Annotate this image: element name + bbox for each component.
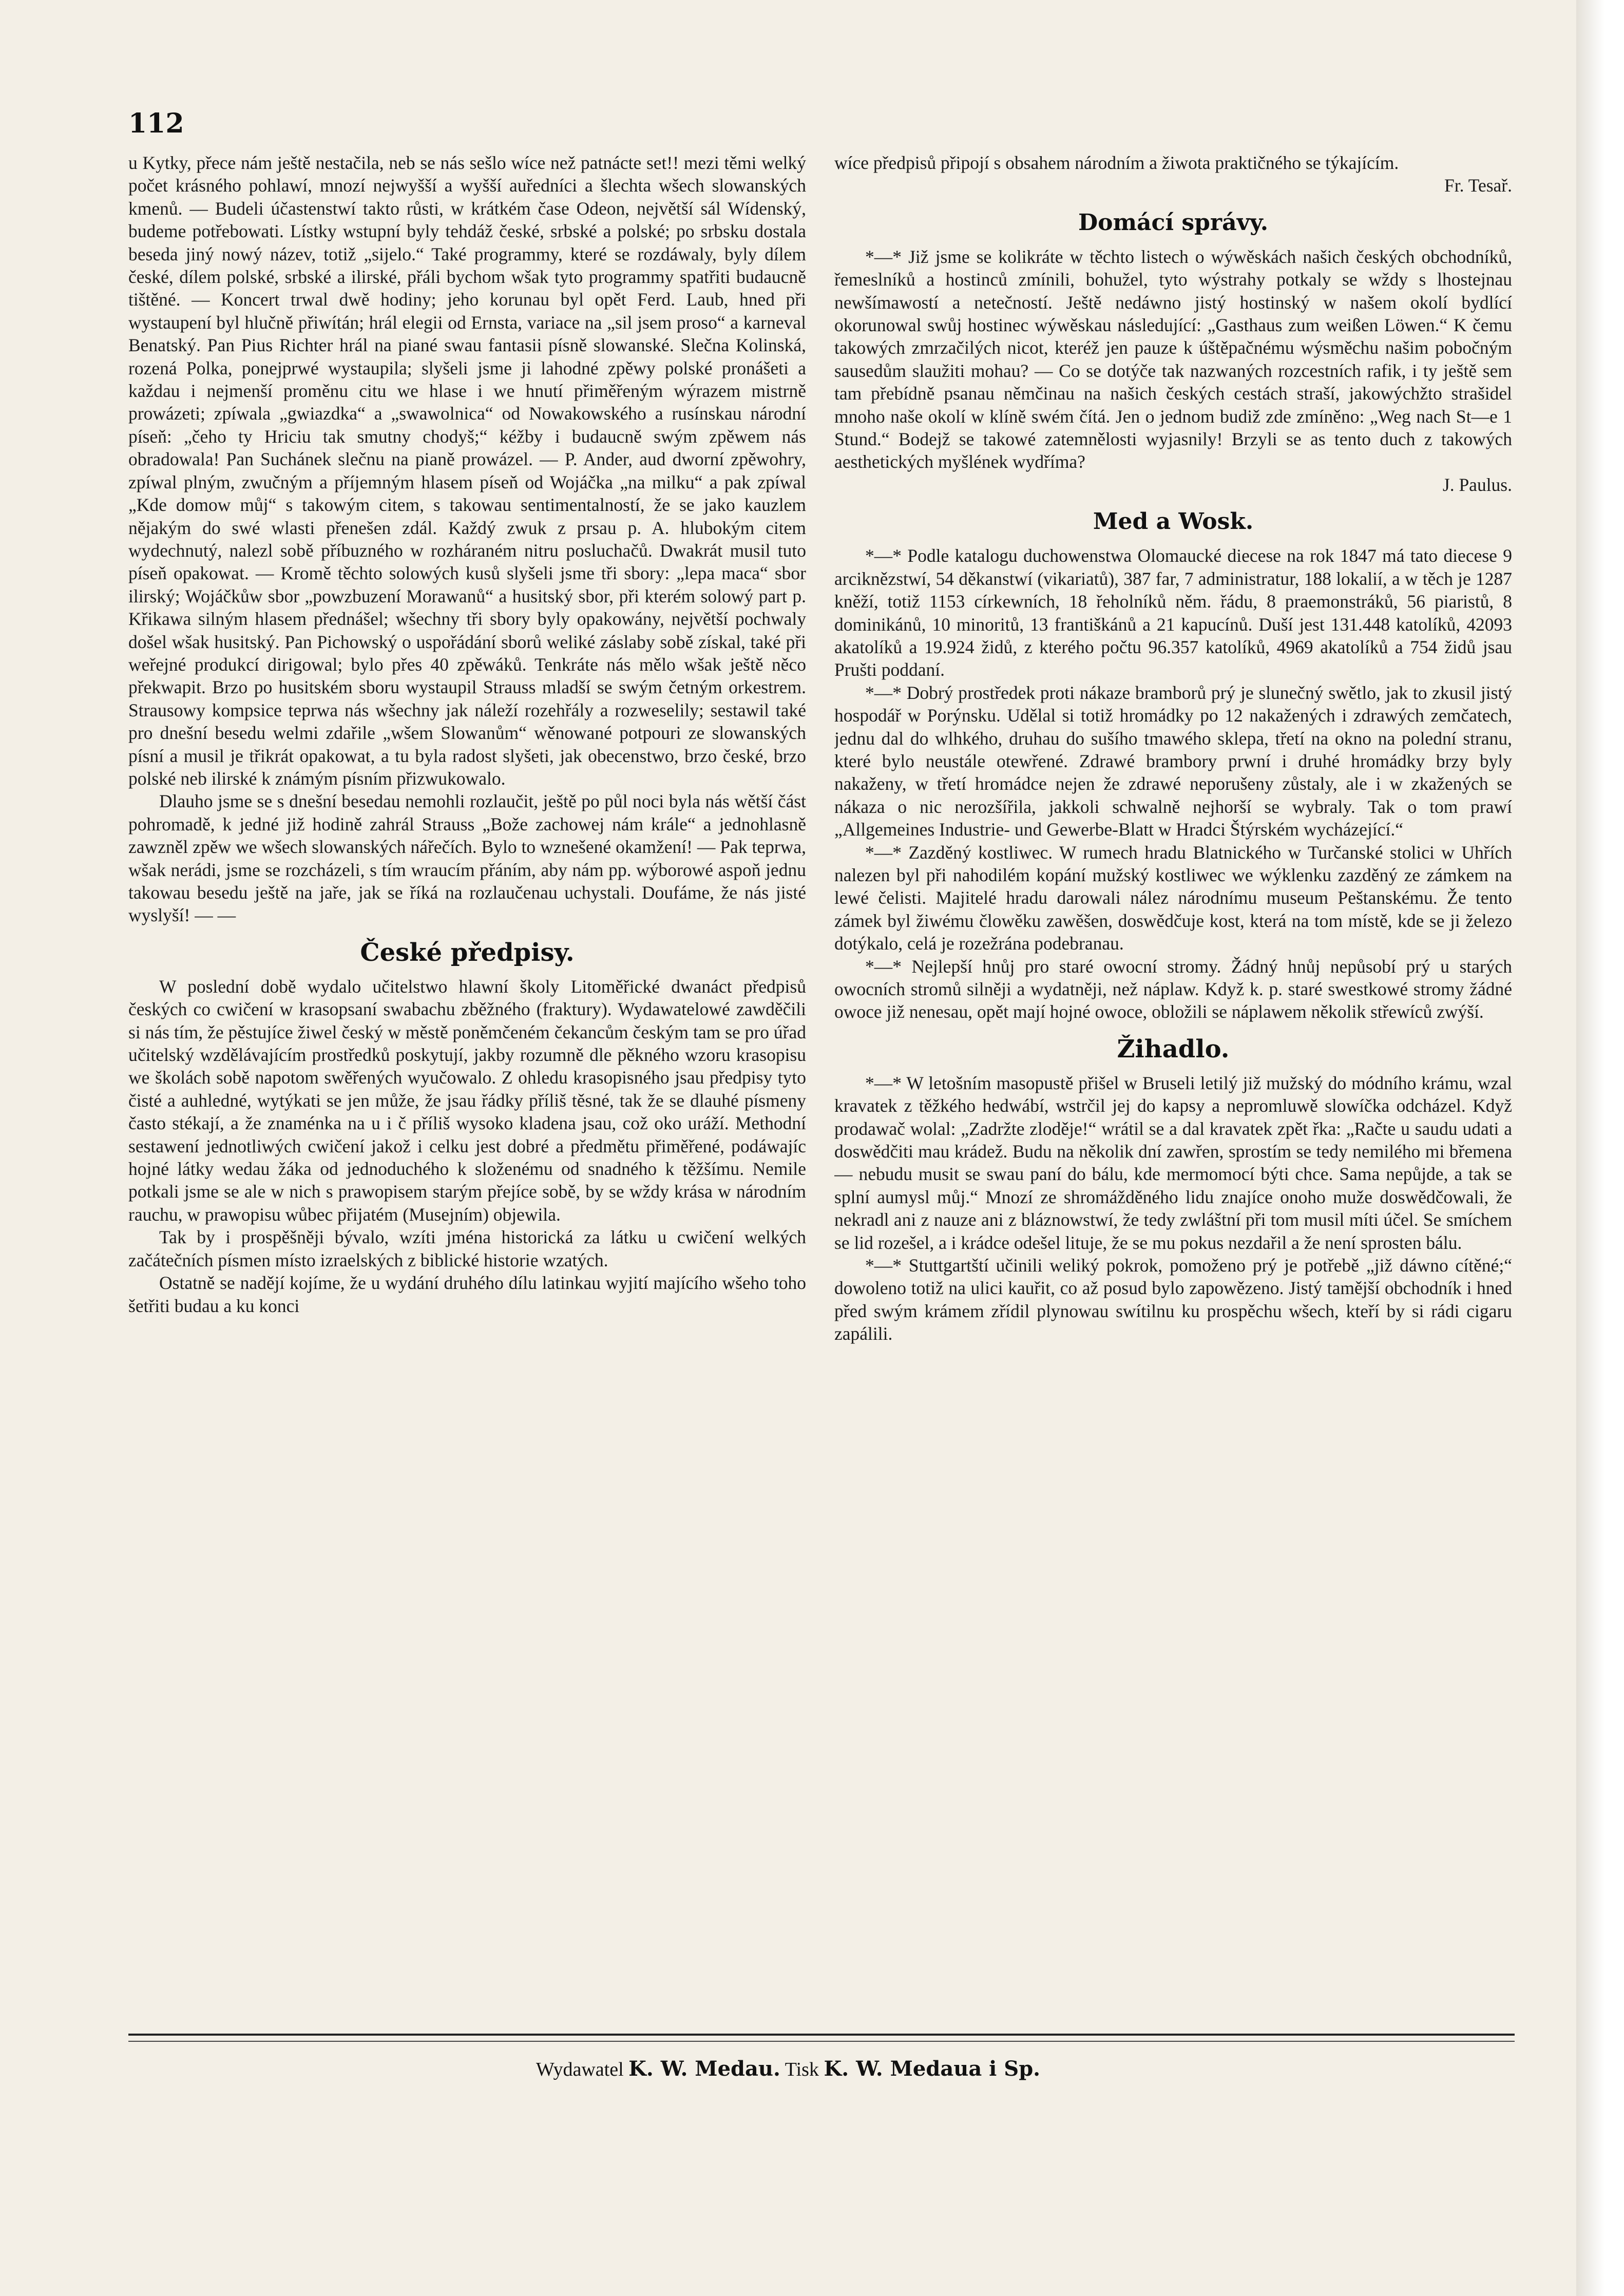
article-paragraph: *—* Stuttgartští učinili weliký pokrok, pomoženo prý je potřebě „již dáwno cítěné;“ dowoleno totiž na ulici kauřit, co až posud bylo zapowězeno. Jistý tamější obchodník i hned před swým krámem zřídil plynowau swítilnu ku prospěchu wšech, kteří by si rádi cigaru zapálili. (834, 1255, 1512, 1344)
right-column (834, 151, 1512, 1969)
article-paragraph: *—* Již jsme se kolikráte w těchto listech o wýwěskách našich českých obchodníků, řemeslníků a hostinců zmínili, bohužel, tyto wýstrahy potkaly se wždy s lhostejnau newšímawostí a netečností. Ještě nedáwno jistý hostinský w našem okolí bydlící okorunowal swůj hostinec wýwěskau následující: „Gasthaus zum weißen Löwen.“ K čemu takowých zmrzačilých nicot, kteréž jen pauze k úštěpačnému wýsměchu našim pobočným sausedům slaužiti mohau? — Co se dotýče tak nazwaných rozcestních rafik, i ty ještě sem tam přebídně psanau němčinau na našich českých cestách straší, jakowýchžto strašidel mnoho naše okolí w klíně swém čítá. Jen o jednom budiž zde zmíněno: „Weg nach St—e 1 Stund.“ Bodejž se takowé zatemnělosti wyjasnily! Brzyli se as tento duch z takowých aesthetických myšlének wydříma? (834, 246, 1512, 472)
section-title-med-a-wosk: Med a Wosk. (1093, 508, 1254, 535)
imprint-footer (0, 2057, 1576, 2081)
left-column (128, 151, 806, 1969)
section-title-zihadlo: Žihadlo. (1117, 1034, 1230, 1064)
printer-name: K. W. Medaua i Sp. (824, 2057, 1041, 2081)
signature-line (834, 473, 1512, 496)
article-paragraph: W poslední době wydalo učitelstwo hlawní školy Litoměřické dwanáct předpisů českých co cwičení w krasopsaní swabachu zběžného (fraktury). Wydawatelowé zawděčili si nás tím, že pěstujíce žiwel český w městě poněmčeném čekancům českým tam se pro úřad učitelský wzdělávajícím prostředků poskytují, jakby rozumně dle pěkného wzoru krasopisu we školách sobě napotom swěřených wyučowalo. Z ohledu krasopisného jsau předpisy tyto čisté a auhledné, wytýkati se jen může, že jsau řádky příliš těsné, tak že se dlauhé písmeny často stékají, a že znaménka na u i č příliš wysoko kladena jsau, což oko uráží. Methodní sestawení jednotliwých cwičení jakož i celku jest dobré a předmětu přiměřené, podáwajíc hojné látky wedau žáka od jednoduchého k složenému od snadného k těžšímu. Nemile potkali jsme se ale w nich s prawopisem starým přejíce sobě, by se wždy krása w národním rauchu, w prawopisu wůbec přijatém (Musejním) objewila. (128, 976, 806, 1225)
author-signature: J. Paulus. (1442, 474, 1512, 495)
article-paragraph: *—* Dobrý prostředek proti nákaze bramborů prý je slunečný swětlo, jak to zkusil jistý hospodář w Porýnsku. Udělal si totiž hromádky po 12 nakažených i zdrawých zemčatech, jednu dal do wlhkého, druhau do sušího tmawého sklepa, třetí na okno na polední stranu, které bylo neustále otewřené. Zdrawé brambory prwní i druhé hromádky brzy byly nakaženy, w třetí hromádce nejen že zdrawé neporušeny zůstaly, ale i w zkažených se nákaza o nic nerozšířila, jakkoli schwalně nejhorší se wybraly. Tak o tom prawí „Allgemeines Industrie- und Gewerbe-Blatt w Hradci Štýrském wycházející.“ (834, 682, 1512, 840)
page-number: 112 (128, 108, 184, 139)
article-paragraph: *—* Zazděný kostliwec. W rumech hradu Blatnického w Turčanské stolici w Uhřích nalezen byl při nahodilém kopání mužský kostliwec we wýklenku zazděný ze zámkem na lewé čelisti. Majitelé hradu darowali nález národnímu museum Peštanskému. Že tento zámek byl žiwému člowěku zawěšen, doswědčuje kost, která na tom místě, kde se ji železo dotýkalo, celá je rozežrána podebranau. (834, 842, 1512, 954)
article-paragraph: *—* Podle katalogu duchowenstwa Olomaucké diecese na rok 1847 má tato diecese 9 arciknězstwí, 54 děkanstwí (vikariatů), 387 far, 7 administratur, 188 lokalií, a w těch je 1287 kněží, totiž 1153 církewních, 18 řeholníků něm. řádu, 8 praemonstráků, 56 piaristů, 8 dominikánů, 10 minoritů, 13 františkánů a 21 kapucínů. Duší jest 131.448 katolíků, 42093 akatolíků a 19.924 židů, z kterého počtu 96.357 katolíků, 4969 akatolíků a 754 židů jsau Prušti poddaní. (834, 545, 1512, 680)
signature-line (834, 174, 1512, 197)
publisher-prefix: Wydawatel (536, 2059, 624, 2080)
page-edge (1576, 0, 1624, 2296)
footer-rule (128, 2034, 1515, 2042)
article-paragraph: Dlauho jsme se s dnešní besedau nemohli rozlaučit, ještě po půl noci byla nás wětší část pohromadě, k jedné již hodině zahrál Strauss „Bože zachowej nám krále“ a jednohlasně zawzněl zpěw we wšech slowanských nářečích. Bylo to wznešené okamžení! — Pak teprwa, wšak nerádi, jsme se rozcházeli, s tím wraucím přáním, aby nám pp. wýborowé aspoň jednu takowau besedu ještě na jaře, jak se říká na rozlaučenau uchystali. Doufáme, že nás jisté wyslyší! — — (128, 791, 806, 926)
publisher-name: K. W. Medau. (628, 2057, 780, 2081)
article-paragraph: *—* W letošním masopustě přišel w Bruseli letilý již mužský do módního krámu, wzal kravatek z těžkého hedwábí, wstrčil jej do kapsy a nepromluwě slowíčka odcházel. Když prodawač wolal: „Zadržte zloděje!“ wrátil se a dal kravatek zpět řka: „Račte u saudu udati a doswědčiti mau krádež. Budu na několik dní zawřen, sprostím se tedy nemilého mi břemena — nebudu musit se swau paní do bálu, kde mermomocí býti chce. Sama nepůjde, a tak se splní aumysl můj.“ Mnozí ze shromážděného lidu znajíce onoho muže doswědčowali, že nekradl ani z nauze ani z bláznowstwí, že tedy zwláštní při tom musil míti účel. Se smíchem se lid rozešel, a i krádce odešel lituje, že se mu pokus nezdařil a že není sprosten bálu. (834, 1072, 1512, 1253)
article-paragraph: Ostatně se nadějí kojíme, že u wydání druhého dílu latinkau wyjití majícího wšeho toho šetřiti budau a ku konci (128, 1273, 806, 1316)
article-paragraph: Tak by i prospěšněji bývalo, wzíti jména historická za látku u cwičení welkých začátečních písmen místo izraelských z biblické historie wzatých. (128, 1227, 806, 1270)
printer-prefix: Tisk (785, 2059, 819, 2080)
section-title-domaci-spravy: Domácí správy. (1078, 209, 1269, 236)
article-paragraph: wíce předpisů připojí s obsahem národním a žiwota praktičného se týkajícím. (834, 153, 1399, 173)
article-paragraph: *—* Nejlepší hnůj pro staré owocní stromy. Žádný hnůj nepůsobí prý u starých owocních stromů silněji a wydatněji, než náplaw. Když k. p. staré swestkowé stromy žádné owoce již nenesau, opět mají hojné owoce, obložili se náplawem několik střewíců zwýší. (834, 956, 1512, 1022)
author-signature: Fr. Tesař. (1444, 175, 1512, 196)
article-paragraph: u Kytky, přece nám ještě nestačila, neb se nás sešlo wíce než patnácte set!! mezi těmi welký počet krásného pohlawí, mnozí nejwyšší a wyšší auředníci a šlechta wšech slowanských kmenů. — Budeli účastenstwí takto růsti, w krátkém čase Odeon, největší sál Wídenský, budeme potřebowati. Lístky wstupní byly tehdáž české, srbské a polské; po srbsku dostala beseda jiný nowý název, totiž „sijelo.“ Také programmy, které se rozdáwaly, byly dílem české, dílem polské, srbské a ilirské, přáli bychom wšak tyto programmy spatřiti budaucně tištěné. — Koncert trwal dwě hodiny; jeho korunau byl opět Ferd. Laub, hned při wystaupení byl hlučně přiwítán; hrál elegii od Ernsta, variace na „sil jsem proso“ a karneval Benatský. Pan Pius Richter hrál na piané swau fantasii písně slowanské. Slečna Kolinská, rozená Polka, poneјprwé wystaupila; slyšeli jsme ji lahodné zpěwy polské pronášeti a každau i nejmenší proměnu citu we hlase i we hnutí přiměřeným wýrazem mistrně prowázeti; zpíwala „gwiazdka“ a „swawolnica“ od Nowakowského a rusínskau národní píseň: „čeho ty Hriciu tak smutny chodyš;“ kéžby i budaucně swým zpěwem nás obradowala! Pan Suchánek slečnu na pianě prowázel. — P. Ander, aud dworní zpěwohry, zpíwal plným, zwučným a příjemným hlasem píseň od Wojáčka „na milku“ a pak zpíwal „Kde domow můj“ s takowým citem, s takowau sentimentalností, že se jako kauzlem nějakým do swé wlasti přenešen zdál. Každý zwuk z prsau p. A. hlubokým citem wydechnutý, nalezl sobě příbuzného w rozháraném nitru posluchačů. Dwakrát musil tuto píseň opakowat. — Kromě těchto solowých kusů slyšeli jsme tři sbory: „lepa maca“ sbor ilirský; Wojáčkůw sbor „powzbuzení Morawanů“ a husitský sbor, při kterém solowý part p. Křikawa silným hlasem přednášel; wšechny tři sbory byly opakowány, největší pochwaly došel wšak husitský. Pan Pichowský o uspořádání sborů weliké záslaby sobě získal, také při weřejné produkcí dirigowal; bylo přes 40 zpěwáků. Tenkráte nás mělo wšak ještě něco překwapit. Brzo po husitském sboru wystaupil Strauss mladší se swým četným orkestrem. Strausowy kompsice teprwa nás wšechny jak náleží rozehřály a rozweselily; sestawil také pro dnešní besedu welmi zdařile „wšem Slowanům“ wěnowané potpouri ze slowanských písní a musil je třikrát opakowat, a tu byla radost slyšeti, jak obecenstwo, brzo české, brzo polské neb ilirské k známým písním přizwukowalo. (128, 153, 806, 789)
section-title-ceske-predpisy: České předpisy. (360, 938, 575, 967)
